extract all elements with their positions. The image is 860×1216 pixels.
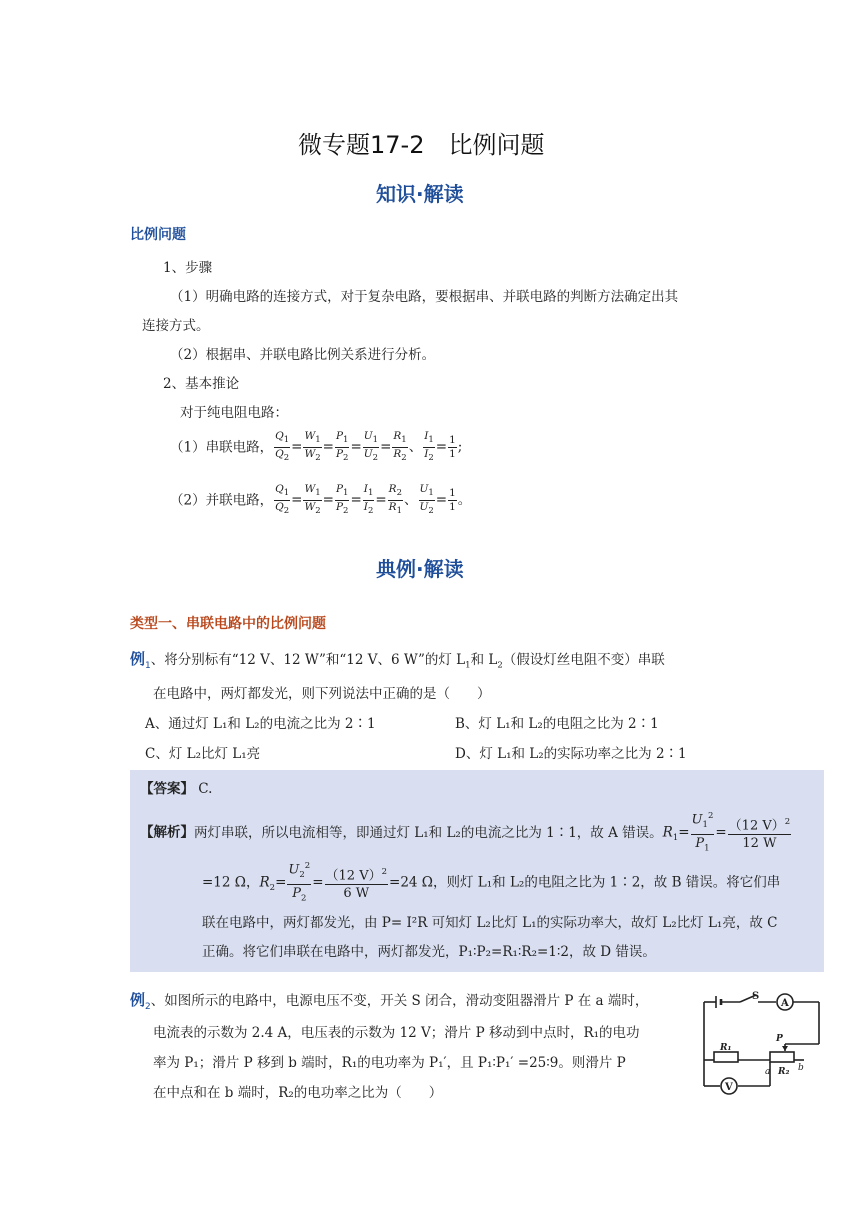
end-a-label: a <box>765 1067 771 1077</box>
analysis-line3: 联在电路中，两灯都发光，由 P= I²R 可知灯 L₂比灯 L₁的实际功率大，故灯 L₂比灯 L₁亮，故 C <box>202 915 778 931</box>
example1-stem: 例$_1$、将分别标有“12 V、12 W”和“12 V、6 W”的灯 $L_1$和 $L_2$（假设灯丝电阻不变）串联 <box>130 650 665 671</box>
end-b-label: b <box>798 1063 804 1073</box>
r2-resistor <box>770 1052 794 1062</box>
example1-stem-line2: 在电路中，两灯都发光，则下列说法中正确的是（ ） <box>153 686 491 702</box>
analysis-line2: =12 Ω，$R_2=$ $\frac{U_2^2}{P_2}$ = $\frac{(12 V)^2}{6 W}$ =24 Ω，则灯 L₁和 L₂的电阻之比为 1∶2，故 B 错误。将它们串 <box>202 858 780 908</box>
example1-option-a: A、通过灯 L₁和 L₂的电流之比为 2∶1 <box>145 716 376 732</box>
answer-label: 【答案】 <box>140 781 194 797</box>
example1-option-d: D、灯 L₁和 L₂的实际功率之比为 2∶1 <box>455 746 687 762</box>
step1-item1-line2: 连接方式。 <box>142 318 210 334</box>
example1-option-c: C、灯 L₂比灯 L₁亮 <box>145 746 261 762</box>
subheading-ratio: 比例问题 <box>130 227 186 243</box>
step1-item1-line1: （1）明确电路的连接方式，对于复杂电路，要根据串、并联电路的判断方法确定出其 <box>170 289 679 305</box>
example2-line2: 电流表的示数为 2.4 A，电压表的示数为 12 V；滑片 P 移动到中点时，R₁的电功 <box>153 1025 640 1041</box>
example2-label: 例$_2$ <box>130 991 151 1012</box>
ammeter-label: A <box>781 998 789 1009</box>
step2-label: 2、基本推论 <box>163 376 240 392</box>
page-title: 微专题17-2 比例问题 <box>298 131 545 159</box>
r1-resistor <box>714 1052 738 1062</box>
analysis-line1: 【解析】两灯串联，所以电流相等，即通过灯 L₁和 L₂的电流之比为 1∶1，故 A 错误。$R_1=$ $\frac{U_1^2}{P_1}$ = $\frac{(12 V)^2}{12 W}$ <box>140 808 792 858</box>
parallel-label: （2）并联电路， <box>170 492 274 509</box>
answer-line <box>140 777 212 797</box>
example1-option-b: B、灯 L₁和 L₂的电阻之比为 2∶1 <box>455 716 659 732</box>
voltmeter-label: V <box>725 1082 733 1093</box>
step2-intro: 对于纯电阻电路： <box>180 405 288 421</box>
section-heading-examples: 典例·解读 <box>376 557 464 581</box>
r2-label: R₂ <box>778 1067 790 1077</box>
analysis-label: 【解析】 <box>140 824 194 841</box>
type1-heading: 类型一、串联电路中的比例问题 <box>130 616 326 632</box>
circuit-diagram <box>692 990 832 1102</box>
series-label: （1）串联电路， <box>170 439 274 456</box>
section-heading-knowledge: 知识·解读 <box>376 182 464 206</box>
example2-line1: 例$_2$、如图所示的电路中，电源电压不变，开关 S 闭合，滑动变阻器滑片 P 在 a 端时， <box>130 991 649 1012</box>
example1-label: 例$_1$ <box>130 650 151 671</box>
answer-value: C. <box>198 781 213 797</box>
analysis-line4: 正确。将它们串联在电路中，两灯都发光，P₁∶P₂=R₁∶R₂=1∶2，故 D 错误。 <box>202 944 656 960</box>
slider-arrow <box>782 1046 788 1051</box>
series-formula: （1）串联电路， $\frac{Q_1}{Q_2}$ = $\frac{W_1}{W_2}$ = $\frac{P_1}{P_2}$ = $\frac{U_1}{U_2}$ = $\frac{R_1}{R_2}$ 、 $\frac{I_1}{I_2}$ = $\frac{1}{1}$ ; <box>170 430 463 464</box>
example2-line4: 在中点和在 b 端时，R₂的电功率之比为（ ） <box>153 1085 443 1101</box>
parallel-formula: （2）并联电路， $\frac{Q_1}{Q_2}$ = $\frac{W_1}{W_2}$ = $\frac{P_1}{P_2}$ = $\frac{I_1}{I_2}$ = $\frac{R_2}{R_1}$ 、 $\frac{U_1}{U_2}$ = $\frac{1}{1}$ 。 <box>170 483 472 517</box>
step1-label: 1、步骤 <box>163 260 213 276</box>
slider-p-label: P <box>776 1034 783 1044</box>
r1-label: R₁ <box>720 1043 732 1053</box>
example2-line3: 率为 P₁；滑片 P 移到 b 端时，R₁的电功率为 P₁′，且 P₁∶P₁′ =25∶9。则滑片 P <box>153 1055 626 1071</box>
switch-label: S <box>752 991 760 1002</box>
step1-item2: （2）根据串、并联电路比例关系进行分析。 <box>170 347 436 363</box>
